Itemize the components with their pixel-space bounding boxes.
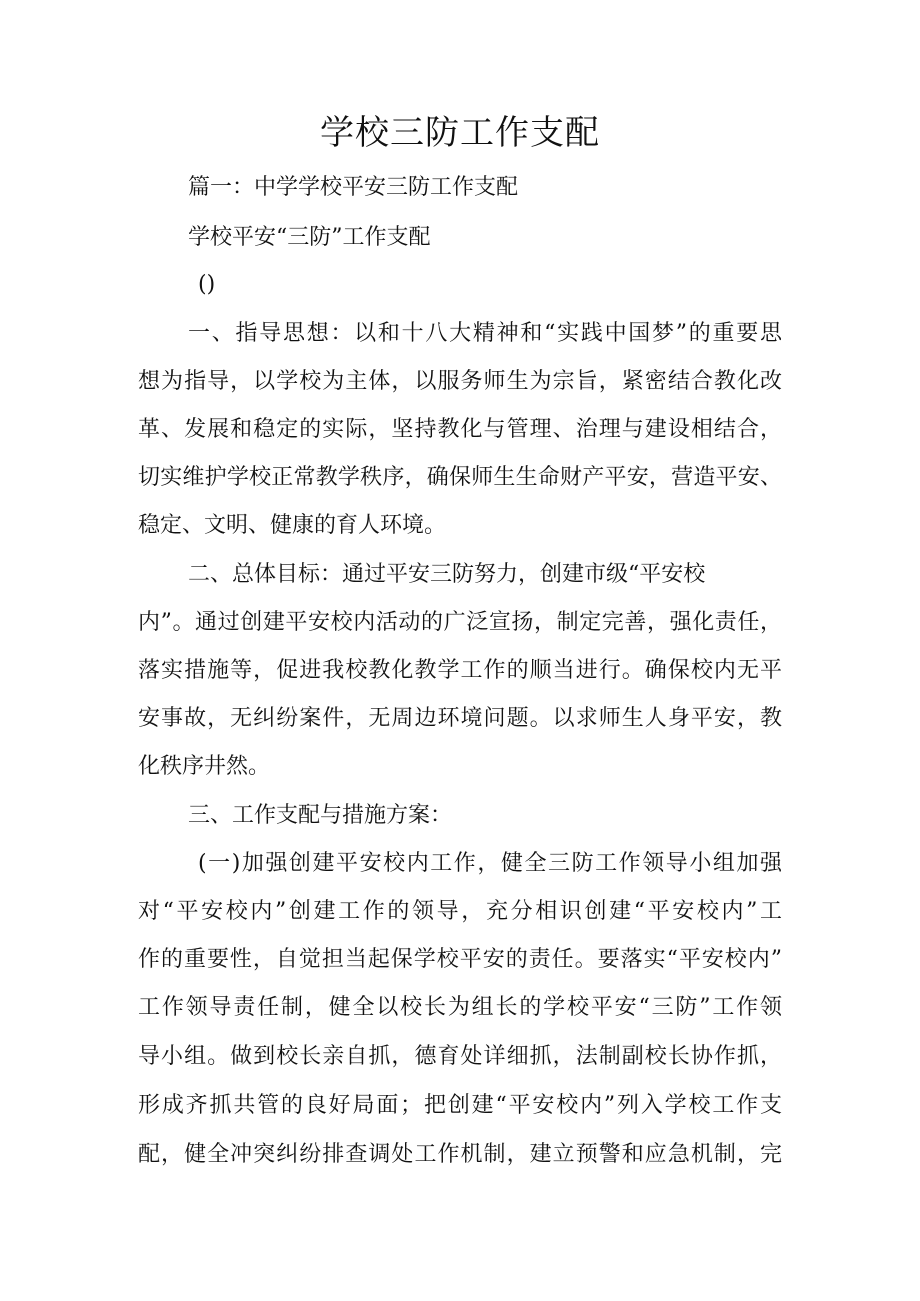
section-heading: 篇一：中学学校平安三防工作支配 <box>188 175 519 200</box>
paragraph-line: 作的重要性，自觉担当起保学校平安的责任。要落实“平安校内” <box>138 947 782 972</box>
paragraph-line: 内”。通过创建平安校内活动的广泛宣扬，制定完善，强化责任， <box>138 610 782 635</box>
paragraph-line: 落实措施等，促进我校教化教学工作的顺当进行。确保校内无平 <box>138 658 782 683</box>
paragraph-line: 稳定、文明、健康的育人环境。 <box>138 513 447 538</box>
paragraph-line: 革、发展和稳定的实际，坚持教化与管理、治理与建设相结合， <box>138 417 782 442</box>
subtitle-line: 学校平安“三防”工作支配 <box>188 225 431 250</box>
paragraph-line: 工作领导责任制，健全以校长为组长的学校平安“三防”工作领 <box>138 995 782 1020</box>
paragraph-line: 想为指导，以学校为主体，以服务师生为宗旨，紧密结合教化改 <box>138 369 782 394</box>
paragraph-line: 二、总体目标：通过平安三防努力，创建市级“平安校 <box>188 562 706 587</box>
paragraph-line: (一)加强创建平安校内工作，健全三防工作领导小组加强 <box>198 851 782 876</box>
paragraph-line: 安事故，无纠纷案件，无周边环境问题。以求师生人身平安，教 <box>138 706 782 731</box>
parenthesis-line: () <box>198 272 216 297</box>
paragraph-line: 三、工作支配与措施方案： <box>188 803 453 828</box>
paragraph-line: 切实维护学校正常教学秩序，确保师生生命财产平安，营造平安、 <box>138 465 782 490</box>
paragraph-line: 形成齐抓共管的良好局面；把创建“平安校内”列入学校工作支 <box>138 1093 782 1118</box>
paragraph-line: 一、指导思想：以和十八大精神和“实践中国梦”的重要思 <box>188 321 782 346</box>
paragraph-line: 导小组。做到校长亲自抓，德育处详细抓，法制副校长协作抓， <box>138 1044 782 1069</box>
paragraph-line: 化秩序井然。 <box>138 754 271 779</box>
paragraph-line: 对“平安校内”创建工作的领导，充分相识创建“平安校内”工 <box>138 899 782 924</box>
paragraph-line: 配，健全冲突纠纷排查调处工作机制，建立预警和应急机制，完 <box>138 1142 782 1167</box>
document-title: 学校三防工作支配 <box>320 113 600 153</box>
